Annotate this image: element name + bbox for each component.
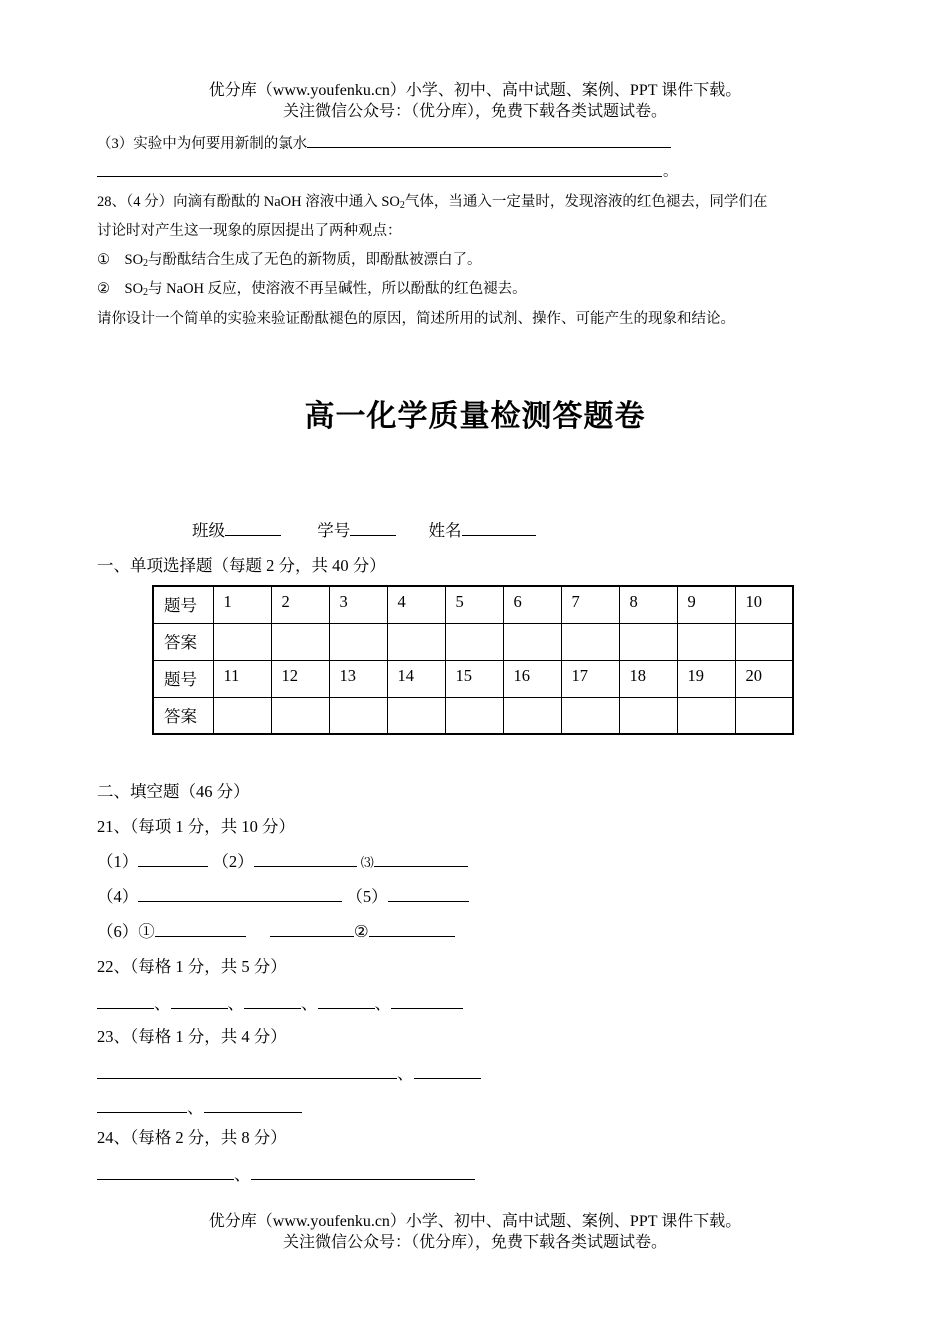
q22-blanks — [97, 990, 463, 1014]
student-info-row — [192, 517, 536, 541]
separator: 、 — [154, 994, 171, 1013]
q24-blank[interactable] — [97, 1163, 234, 1180]
q23-blank[interactable] — [97, 1062, 397, 1079]
q21-label-6: （6）① — [97, 922, 155, 941]
question-no-cell: 5 — [445, 586, 503, 623]
answer-label: 答案 — [153, 623, 213, 660]
answer-cell[interactable] — [445, 623, 503, 660]
q28-view-2-b: 与 NaOH 反应，使溶液不再呈碱性，所以酚酞的红色褪去。 — [148, 281, 527, 297]
q28-view-2-a: SO — [124, 281, 144, 297]
header-line-1: 优分库（www.youfenku.cn）小学、初中、高中试题、案例、PPT 课件下载。 — [208, 82, 742, 99]
q23-blank[interactable] — [414, 1062, 481, 1079]
q21-label-6b: ② — [353, 922, 369, 941]
q27-part3 — [97, 132, 671, 153]
q21-heading: 21、（每项 1 分，共 10 分） — [97, 817, 295, 836]
q22-blank[interactable] — [171, 992, 228, 1009]
q21-row-1 — [97, 848, 468, 872]
q22-blank[interactable] — [244, 992, 301, 1009]
section-2-heading: 二、填空题（46 分） — [97, 782, 250, 801]
q24-blank[interactable] — [251, 1163, 475, 1180]
q28-line-1 — [97, 190, 767, 211]
q21-blank-6a[interactable] — [155, 920, 246, 937]
q21-blank-5[interactable] — [388, 885, 469, 902]
header-line-2: 关注微信公众号：（优分库），免费下载各类试题试卷。 — [282, 103, 667, 120]
question-no-label: 题号 — [153, 586, 213, 623]
table-row — [153, 623, 793, 660]
question-no-cell: 2 — [271, 586, 329, 623]
answer-cell[interactable] — [735, 697, 793, 734]
question-no-cell: 19 — [677, 660, 735, 697]
question-no-cell: 20 — [735, 660, 793, 697]
question-no-cell: 4 — [387, 586, 445, 623]
answer-cell[interactable] — [445, 697, 503, 734]
q21-label-3: ⑶ — [360, 855, 374, 870]
answer-cell[interactable] — [329, 697, 387, 734]
question-no-cell: 13 — [329, 660, 387, 697]
answer-cell[interactable] — [503, 623, 561, 660]
q21-blank-4[interactable] — [138, 885, 342, 902]
class-field[interactable] — [225, 519, 281, 536]
answer-cell[interactable] — [677, 623, 735, 660]
q28-line-1-sub: 2 — [399, 200, 405, 211]
question-no-cell: 7 — [561, 586, 619, 623]
answer-cell[interactable] — [619, 697, 677, 734]
q21-blank-1[interactable] — [138, 850, 208, 867]
q24-row-1 — [97, 1161, 475, 1185]
answer-cell[interactable] — [213, 623, 271, 660]
answer-cell[interactable] — [329, 623, 387, 660]
q23-blank[interactable] — [204, 1096, 302, 1113]
question-no-cell: 14 — [387, 660, 445, 697]
q28-view-1-a: SO — [124, 252, 144, 268]
answer-cell[interactable] — [387, 697, 445, 734]
answer-cell[interactable] — [561, 623, 619, 660]
answer-cell[interactable] — [561, 697, 619, 734]
q23-heading: 23、（每格 1 分，共 4 分） — [97, 1027, 287, 1046]
q21-blank-6c[interactable] — [369, 920, 455, 937]
q22-heading: 22、（每格 1 分，共 5 分） — [97, 957, 287, 976]
answer-cell[interactable] — [619, 623, 677, 660]
q21-label-1: （1） — [97, 852, 139, 871]
table-row — [153, 697, 793, 734]
q28-task: 请你设计一个简单的实验来验证酚酞褪色的原因，简述所用的试剂、操作、可能产生的现象和结论。 — [97, 311, 735, 327]
table-row — [153, 660, 793, 697]
q21-blank-6b[interactable] — [270, 920, 354, 937]
answer-table — [152, 585, 794, 735]
q21-blank-3[interactable] — [374, 850, 468, 867]
question-no-cell: 17 — [561, 660, 619, 697]
question-no-label: 题号 — [153, 660, 213, 697]
class-label: 班级 — [192, 521, 225, 540]
q27-answer-blank-2[interactable] — [97, 176, 662, 177]
q27-answer-blank-1[interactable] — [307, 132, 671, 148]
answer-cell[interactable] — [677, 697, 735, 734]
separator: 、 — [234, 1165, 251, 1184]
question-no-cell: 8 — [619, 586, 677, 623]
separator: 、 — [397, 1064, 414, 1083]
question-no-cell: 15 — [445, 660, 503, 697]
answer-cell[interactable] — [387, 623, 445, 660]
question-no-cell: 1 — [213, 586, 271, 623]
q27-part3-text: （3）实验中为何要用新制的氯水 — [97, 136, 308, 152]
section-1-heading: 一、单项选择题（每题 2 分，共 40 分） — [97, 556, 386, 575]
separator: 、 — [374, 994, 391, 1013]
q22-blank[interactable] — [97, 992, 154, 1009]
question-no-cell: 16 — [503, 660, 561, 697]
q24-heading: 24、（每格 2 分，共 8 分） — [97, 1128, 287, 1147]
answer-sheet-title: 高一化学质量检测答题卷 — [304, 400, 646, 433]
q28-view-1-sub: 2 — [143, 258, 149, 269]
q27-end-mark: 。 — [663, 164, 678, 180]
answer-cell[interactable] — [271, 623, 329, 660]
q23-row-1 — [97, 1060, 481, 1084]
separator: 、 — [187, 1098, 204, 1117]
footer-line-2: 关注微信公众号：（优分库），免费下载各类试题试卷。 — [282, 1234, 667, 1251]
q21-label-5: （5） — [346, 887, 388, 906]
question-no-cell: 3 — [329, 586, 387, 623]
table-row — [153, 586, 793, 623]
q21-row-2 — [97, 883, 469, 907]
id-field[interactable] — [350, 519, 396, 536]
q28-view-1 — [97, 248, 482, 269]
q28-line-1-a: 28、（4 分）向滴有酚酞的 NaOH 溶液中通入 SO — [97, 194, 400, 210]
answer-cell[interactable] — [271, 697, 329, 734]
q28-view-1-b: 与酚酞结合生成了无色的新物质，即酚酞被漂白了。 — [148, 252, 482, 268]
q28-line-1-b: 气体，当通入一定量时，发现溶液的红色褪去，同学们在 — [404, 194, 768, 210]
q22-blank[interactable] — [318, 992, 375, 1009]
q21-blank-2[interactable] — [254, 850, 357, 867]
separator: 、 — [301, 994, 318, 1013]
q28-view-2-num: ② — [97, 281, 110, 297]
answer-cell[interactable] — [735, 623, 793, 660]
q28-view-2 — [97, 277, 527, 298]
answer-cell[interactable] — [503, 697, 561, 734]
q28-line-2: 讨论时对产生这一现象的原因提出了两种观点： — [97, 223, 402, 239]
question-no-cell: 18 — [619, 660, 677, 697]
question-no-cell: 12 — [271, 660, 329, 697]
question-no-cell: 9 — [677, 586, 735, 623]
q28-view-1-num: ① — [97, 252, 110, 268]
q28-view-2-sub: 2 — [143, 287, 149, 298]
answer-label: 答案 — [153, 697, 213, 734]
q22-blank[interactable] — [391, 992, 463, 1009]
q23-blank[interactable] — [97, 1096, 187, 1113]
footer-line-1: 优分库（www.youfenku.cn）小学、初中、高中试题、案例、PPT 课件下载。 — [208, 1213, 742, 1230]
question-no-cell: 6 — [503, 586, 561, 623]
name-label: 姓名 — [428, 521, 462, 540]
question-no-cell: 10 — [735, 586, 793, 623]
q21-label-4: （4） — [97, 887, 139, 906]
question-no-cell: 11 — [213, 660, 271, 697]
q21-label-2: （2） — [212, 852, 254, 871]
id-label: 学号 — [317, 521, 351, 540]
name-field[interactable] — [462, 519, 536, 536]
q23-row-2 — [97, 1094, 302, 1118]
separator: 、 — [227, 994, 244, 1013]
answer-cell[interactable] — [213, 697, 271, 734]
q21-row-3 — [97, 918, 455, 942]
